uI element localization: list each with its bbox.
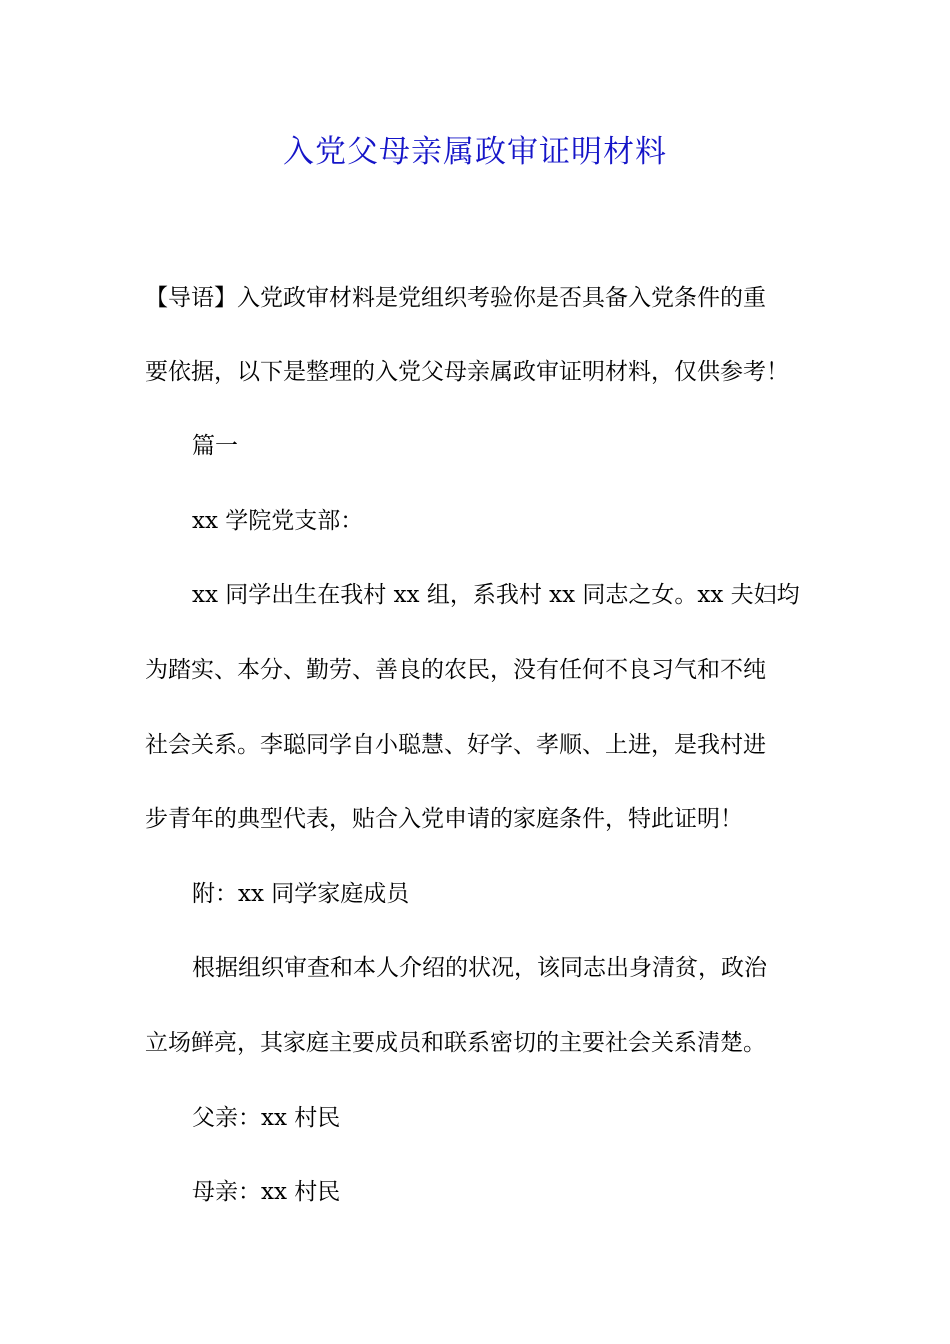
body-line-4: 步青年的典型代表，贴合入党申请的家庭条件，特此证明！ xyxy=(145,806,743,832)
intro-line-1: 【导语】入党政审材料是党组织考验你是否具备入党条件的重 xyxy=(145,285,766,311)
review-line-2: 立场鲜亮，其家庭主要成员和联系密切的主要社会关系清楚。 xyxy=(145,1030,766,1056)
section-label: 篇一 xyxy=(192,433,238,459)
review-line-1: 根据组织审查和本人介绍的状况，该同志出身清贫，政治 xyxy=(192,955,767,981)
family-member-father: 父亲：xx 村民 xyxy=(192,1105,341,1131)
body-line-3: 社会关系。李聪同学自小聪慧、好学、孝顺、上进，是我村进 xyxy=(145,732,766,758)
family-member-mother: 母亲：xx 村民 xyxy=(192,1179,341,1205)
attachment-heading: 附：xx 同学家庭成员 xyxy=(192,881,410,907)
body-line-1: xx 同学出生在我村 xx 组，系我村 xx 同志之女。xx 夫妇均 xyxy=(192,582,800,608)
salutation: xx 学院党支部： xyxy=(192,508,364,534)
document-title: 入党父母亲属政审证明材料 xyxy=(283,134,667,170)
body-line-2: 为踏实、本分、勤劳、善良的农民，没有任何不良习气和不纯 xyxy=(145,657,766,683)
intro-line-2: 要依据，以下是整理的入党父母亲属政审证明材料，仅供参考！ xyxy=(145,359,789,385)
